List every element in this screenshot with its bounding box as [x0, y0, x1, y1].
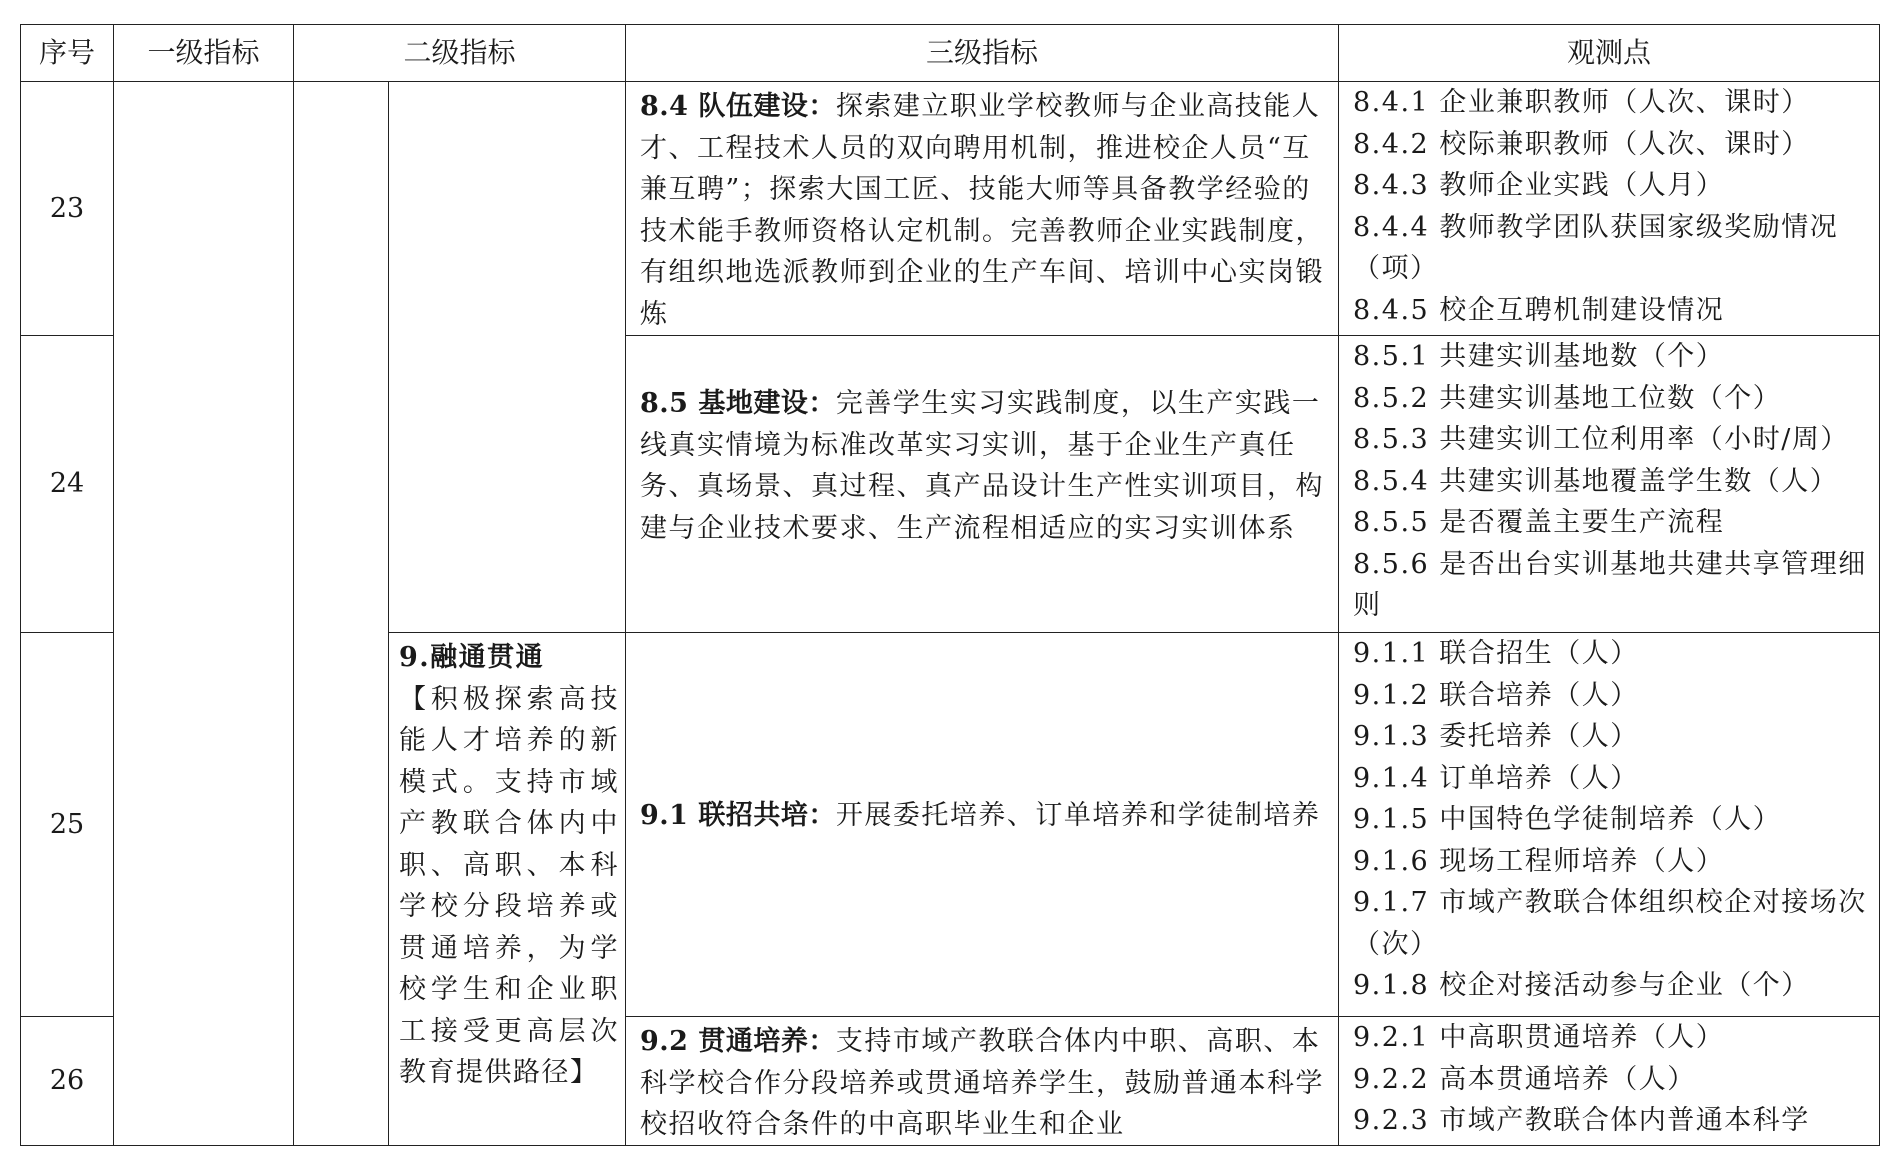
level2-text: 【积极探索高技能人才培养的新模式。支持市域产教联合体内中职、高职、本科学校分段培养或贯通培养，为学校学生和企业职工接受更高层次教育提供路径】 — [399, 683, 619, 1088]
observation-point: 8.5.3 共建实训工位利用率（小时/周） — [1353, 424, 1849, 455]
observation-point: 9.1.1 联合招生（人） — [1353, 638, 1639, 669]
level1-cell — [114, 82, 294, 1146]
observation-point: 9.1.3 委托培养（人） — [1353, 721, 1639, 752]
observation-point: 9.1.4 订单培养（人） — [1353, 762, 1639, 794]
observation-cell — [1339, 1017, 1880, 1146]
level3-text: 探索建立职业学校教师与企业高技能人才、工程技术人员的双向聘用机制，推进校企人员“互兼互聘”；探索大国工匠、技能大师等具备教学经验的技术能手教师资格认定机制。完善教师企业实践制度，有组织地选派教师到企业的生产车间、培训中心实岗锻炼 — [640, 91, 1324, 330]
header-observation: 观测点 — [1339, 25, 1880, 82]
level3-cell — [626, 633, 1339, 1017]
observation-cell — [1339, 633, 1880, 1017]
header-level1: 一级指标 — [114, 25, 294, 82]
observation-point: 8.4.3 教师企业实践（人月） — [1353, 170, 1725, 201]
level3-text: 开展委托培养、订单培养和学徒制培养 — [835, 799, 1321, 831]
level3-text: 支持市域产教联合体内中职、高职、本科学校合作分段培养或贯通培养学生，鼓励普通本科学校招收符合条件的中高职毕业生和企业 — [640, 1026, 1324, 1140]
row-number: 25 — [21, 633, 114, 1017]
observation-point: 8.4.4 教师教学团队获国家级奖励情况（项） — [1353, 211, 1839, 284]
observation-point: 9.1.8 校企对接活动参与企业（个） — [1353, 970, 1810, 1001]
level2-cell-empty — [389, 82, 626, 633]
observation-point: 8.5.5 是否覆盖主要生产流程 — [1353, 507, 1725, 538]
observation-point: 8.4.2 校际兼职教师（人次、课时） — [1353, 128, 1810, 160]
indicator-table — [20, 24, 1880, 1146]
observation-point: 9.2.1 中高职贯通培养（人） — [1353, 1022, 1725, 1053]
observation-cell — [1339, 336, 1880, 633]
observation-point: 8.5.2 共建实训基地工位数（个） — [1353, 382, 1782, 414]
observation-point: 9.2.2 高本贯通培养（人） — [1353, 1063, 1696, 1095]
level2-cell — [389, 633, 626, 1146]
level3-cell — [626, 82, 1339, 336]
level3-text: 完善学生实习实践制度，以生产实践一线真实情境为标准改革实习实训，基于企业生产真任务、真场景、真过程、真产品设计生产性实训项目，构建与企业技术要求、生产流程相适应的实习实训体系 — [640, 388, 1324, 544]
row-number: 23 — [21, 82, 114, 336]
observation-point: 9.1.6 现场工程师培养（人） — [1353, 845, 1725, 877]
level3-cell — [626, 1017, 1339, 1146]
header-seq: 序号 — [21, 25, 114, 82]
row-number: 24 — [21, 336, 114, 633]
table-row — [21, 82, 1880, 336]
observation-point: 8.5.4 共建实训基地覆盖学生数（人） — [1353, 465, 1839, 497]
level3-title: 8.5 基地建设： — [640, 388, 836, 419]
header-row — [21, 25, 1880, 82]
header-level2: 二级指标 — [294, 25, 626, 82]
observation-point: 9.2.3 市域产教联合体内普通本科学 — [1353, 1105, 1810, 1136]
observation-point: 9.1.7 市域产教联合体组织校企对接场次（次） — [1353, 887, 1867, 960]
observation-point: 9.1.2 联合培养（人） — [1353, 679, 1639, 711]
header-level3: 三级指标 — [626, 25, 1339, 82]
row-number: 26 — [21, 1017, 114, 1146]
observation-point: 9.1.5 中国特色学徒制培养（人） — [1353, 804, 1782, 835]
level3-title: 9.2 贯通培养： — [640, 1026, 836, 1057]
observation-point: 8.4.1 企业兼职教师（人次、课时） — [1353, 87, 1810, 118]
blank-cell — [294, 82, 389, 1146]
observation-point: 8.4.5 校企互聘机制建设情况 — [1353, 294, 1725, 326]
level3-cell — [626, 336, 1339, 633]
observation-point: 8.5.6 是否出台实训基地共建共享管理细则 — [1353, 548, 1867, 621]
level3-title: 8.4 队伍建设： — [640, 91, 836, 122]
observation-point: 8.5.1 共建实训基地数（个） — [1353, 341, 1725, 372]
level2-title: 9.融通贯通 — [399, 642, 545, 673]
observation-cell — [1339, 82, 1880, 336]
level3-title: 9.1 联招共培： — [640, 799, 836, 831]
